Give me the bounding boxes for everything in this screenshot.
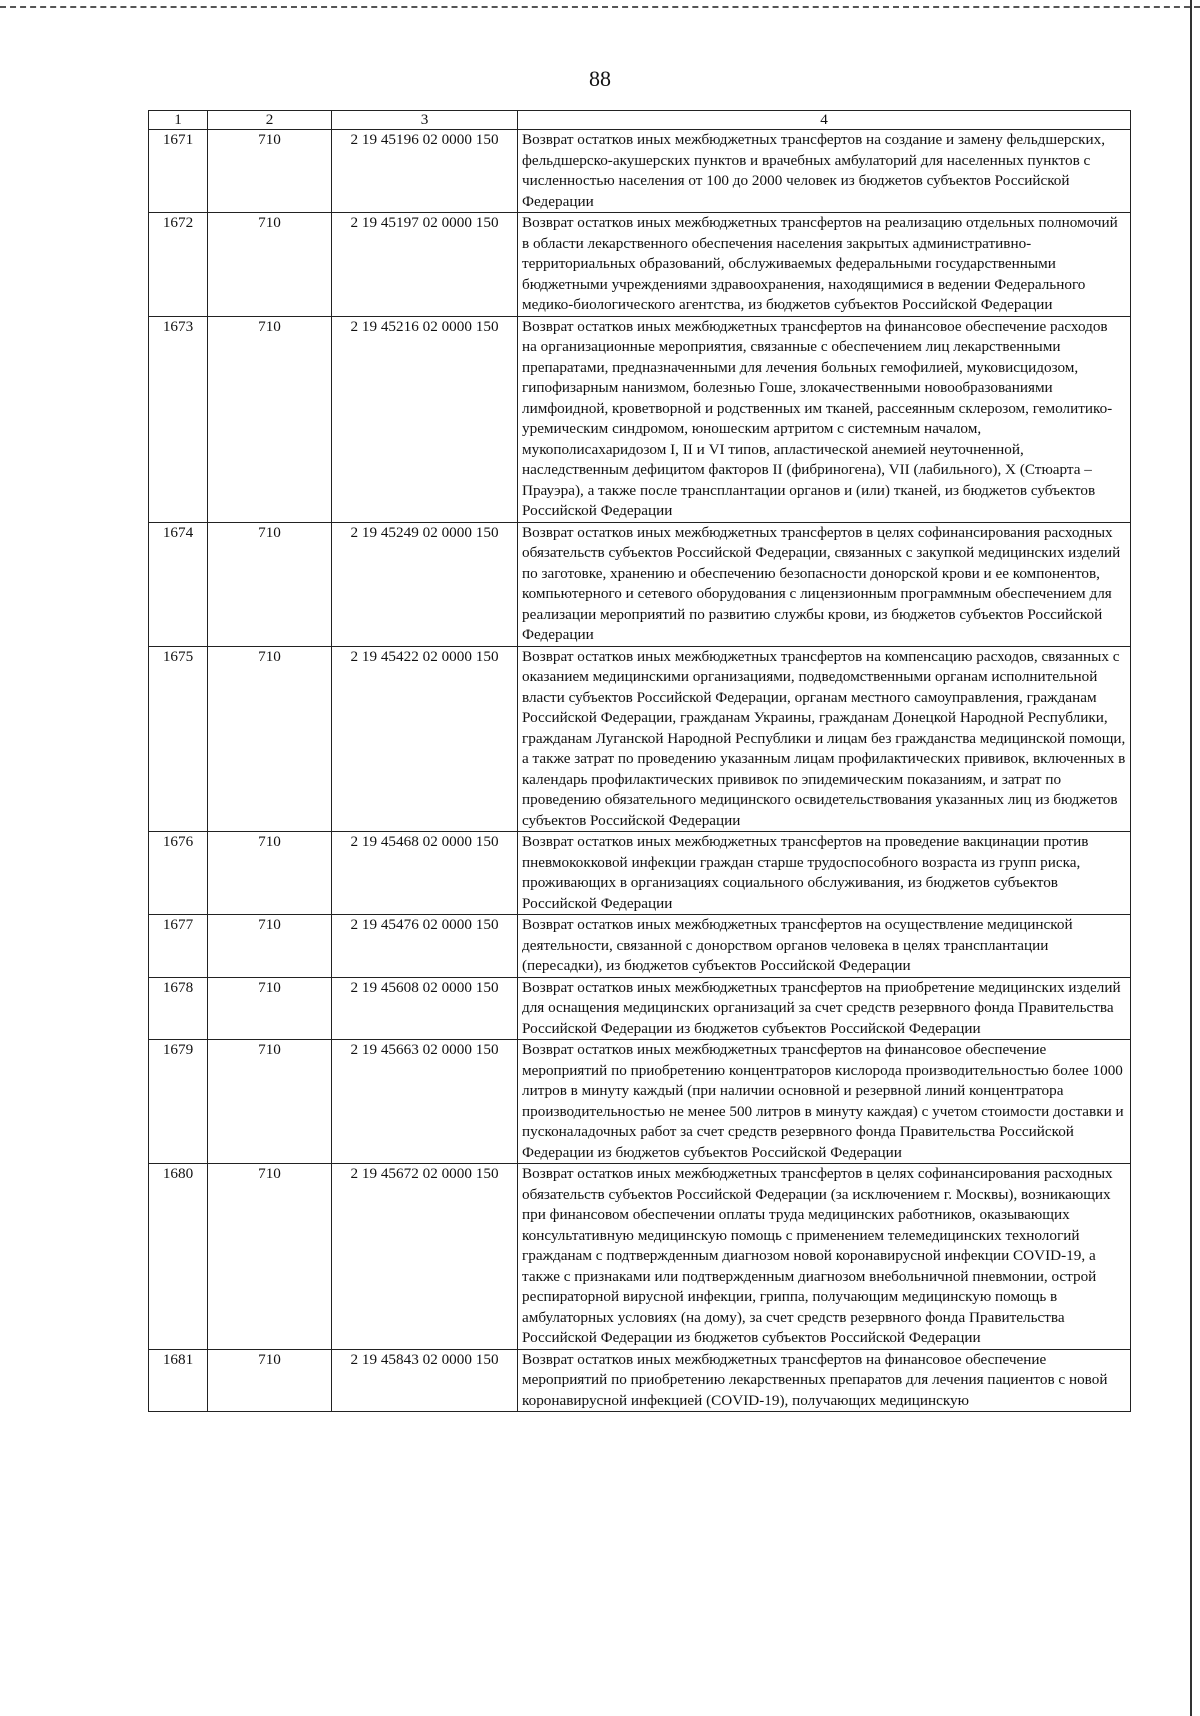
budget-code: 2 19 45216 02 0000 150 (332, 316, 518, 522)
table-body (149, 130, 1131, 1412)
table-row (149, 316, 1131, 522)
description: Возврат остатков иных межбюджетных трансфертов на финансовое обеспечение мероприятий по приобретению концентраторов кислорода производительностью более 1000 литров в минуту каждый (при наличии основной и резервной линий концентратора производительностью не менее 500 литров в минуту каждая) с учетом стоимости доставки и пусконаладочных работ за счет средств резервного фонда Правительства Российской Федерации из бюджетов субъектов Российской Федерации (518, 1040, 1131, 1164)
table-row (149, 1349, 1131, 1412)
row-number: 1680 (149, 1164, 208, 1350)
row-number: 1671 (149, 130, 208, 213)
description: Возврат остатков иных межбюджетных трансфертов на приобретение медицинских изделий для оснащения медицинских организаций за счет средств резервного фонда Правительства Российской Федерации из бюджетов субъектов Российской Федерации (518, 977, 1131, 1040)
table-row (149, 1164, 1131, 1350)
row-number: 1672 (149, 213, 208, 317)
admin-code: 710 (208, 832, 332, 915)
table-row (149, 915, 1131, 978)
header-row (149, 111, 1131, 130)
description: Возврат остатков иных межбюджетных трансфертов на создание и замену фельдшерских, фельдшерско-акушерских пунктов и врачебных амбулаторий для населенных пунктов с численностью населения от 100 до 2000 человек из бюджетов субъектов Российской Федерации (518, 130, 1131, 213)
header-col-1: 1 (149, 111, 208, 130)
row-number: 1673 (149, 316, 208, 522)
description: Возврат остатков иных межбюджетных трансфертов на проведение вакцинации против пневмококковой инфекции граждан старше трудоспособного возраста из групп риска, проживающих в организациях социального обслуживания, из бюджетов субъектов Российской Федерации (518, 832, 1131, 915)
budget-code: 2 19 45468 02 0000 150 (332, 832, 518, 915)
description: Возврат остатков иных межбюджетных трансфертов на финансовое обеспечение расходов на организационные мероприятия, связанные с обеспечением лиц лекарственными препаратами, предназначенными для лечения больных гемофилией, муковисцидозом, гипофизарным нанизмом, болезнью Гоше, злокачественными новообразованиями лимфоидной, кроветворной и родственных им тканей, рассеянным склерозом, гемолитико-уремическим синдромом, юношеским артритом с системным началом, мукополисахаридозом I, II и VI типов, апластической анемией неуточненной, наследственным дефицитом факторов II (фибриногена), VII (лабильного), X (Стюарта – Прауэра), а также после трансплантации органов и (или) тканей, из бюджетов субъектов Российской Федерации (518, 316, 1131, 522)
scan-edge-right (1190, 0, 1192, 1716)
admin-code: 710 (208, 977, 332, 1040)
budget-code: 2 19 45249 02 0000 150 (332, 522, 518, 646)
page-number: 88 (589, 66, 611, 91)
admin-code: 710 (208, 213, 332, 317)
table-row (149, 213, 1131, 317)
budget-code: 2 19 45476 02 0000 150 (332, 915, 518, 978)
header-col-2: 2 (208, 111, 332, 130)
table-row (149, 977, 1131, 1040)
header-col-4: 4 (518, 111, 1131, 130)
budget-code: 2 19 45663 02 0000 150 (332, 1040, 518, 1164)
description: Возврат остатков иных межбюджетных трансфертов на компенсацию расходов, связанных с оказанием медицинскими организациями, подведомственными органам исполнительной власти субъектов Российской Федерации, органам местного самоуправления, гражданам Российской Федерации, гражданам Украины, гражданам Донецкой Народной Республики, гражданам Луганской Народной Республики и лицам без гражданства медицинской помощи, а также затрат по проведению указанным лицам профилактических прививок, включенных в календарь профилактических прививок по эпидемическим показаниям, и затрат по проведению обязательного медицинского освидетельствования указанных лиц из бюджетов субъектов Российской Федерации (518, 646, 1131, 832)
description: Возврат остатков иных межбюджетных трансфертов в целях софинансирования расходных обязательств субъектов Российской Федерации (за исключением г. Москвы), возникающих при финансовом обеспечении оплаты труда медицинских работников, оказывающих консультативную медицинскую помощь с применением телемедицинских технологий гражданам с подтвержденным диагнозом новой коронавирусной инфекции COVID-19, а также с признаками или подтвержденным диагнозом внебольничной пневмонии, острой респираторной вирусной инфекции, гриппа, получающим медицинскую помощь в амбулаторных условиях (на дому), за счет средств резервного фонда Правительства Российской Федерации из бюджетов субъектов Российской Федерации (518, 1164, 1131, 1350)
table-row (149, 130, 1131, 213)
budget-code: 2 19 45196 02 0000 150 (332, 130, 518, 213)
description: Возврат остатков иных межбюджетных трансфертов на осуществление медицинской деятельности, связанной с донорством органов человека в целях трансплантации (пересадки), из бюджетов субъектов Российской Федерации (518, 915, 1131, 978)
description: Возврат остатков иных межбюджетных трансфертов на финансовое обеспечение мероприятий по приобретению лекарственных препаратов для лечения пациентов с новой коронавирусной инфекцией (COVID-19), получающих медицинскую (518, 1349, 1131, 1412)
budget-code: 2 19 45672 02 0000 150 (332, 1164, 518, 1350)
admin-code: 710 (208, 1040, 332, 1164)
admin-code: 710 (208, 1164, 332, 1350)
table-row (149, 646, 1131, 832)
admin-code: 710 (208, 522, 332, 646)
budget-code: 2 19 45422 02 0000 150 (332, 646, 518, 832)
admin-code: 710 (208, 130, 332, 213)
budget-code: 2 19 45843 02 0000 150 (332, 1349, 518, 1412)
budget-code: 2 19 45197 02 0000 150 (332, 213, 518, 317)
row-number: 1674 (149, 522, 208, 646)
table-row (149, 1040, 1131, 1164)
row-number: 1678 (149, 977, 208, 1040)
admin-code: 710 (208, 915, 332, 978)
budget-code: 2 19 45608 02 0000 150 (332, 977, 518, 1040)
table-header (149, 111, 1131, 130)
admin-code: 710 (208, 316, 332, 522)
row-number: 1679 (149, 1040, 208, 1164)
header-col-3: 3 (332, 111, 518, 130)
description: Возврат остатков иных межбюджетных трансфертов на реализацию отдельных полномочий в области лекарственного обеспечения населения закрытых административно-территориальных образований, обслуживаемых федеральными государственными бюджетными учреждениями здравоохранения, находящимися в ведении Федерального медико-биологического агентства, из бюджетов субъектов Российской Федерации (518, 213, 1131, 317)
admin-code: 710 (208, 646, 332, 832)
budget-codes-table (148, 110, 1131, 1412)
scan-edge-top (0, 0, 1200, 8)
row-number: 1676 (149, 832, 208, 915)
row-number: 1681 (149, 1349, 208, 1412)
table-row (149, 522, 1131, 646)
table-row (149, 832, 1131, 915)
description: Возврат остатков иных межбюджетных трансфертов в целях софинансирования расходных обязательств субъектов Российской Федерации, связанных с закупкой медицинских изделий по заготовке, хранению и обеспечению безопасности донорской крови и ее компонентов, компьютерного и сетевого оборудования с лицензионным программным обеспечением для реализации мероприятий по развитию службы крови, из бюджетов субъектов Российской Федерации (518, 522, 1131, 646)
row-number: 1675 (149, 646, 208, 832)
row-number: 1677 (149, 915, 208, 978)
admin-code: 710 (208, 1349, 332, 1412)
